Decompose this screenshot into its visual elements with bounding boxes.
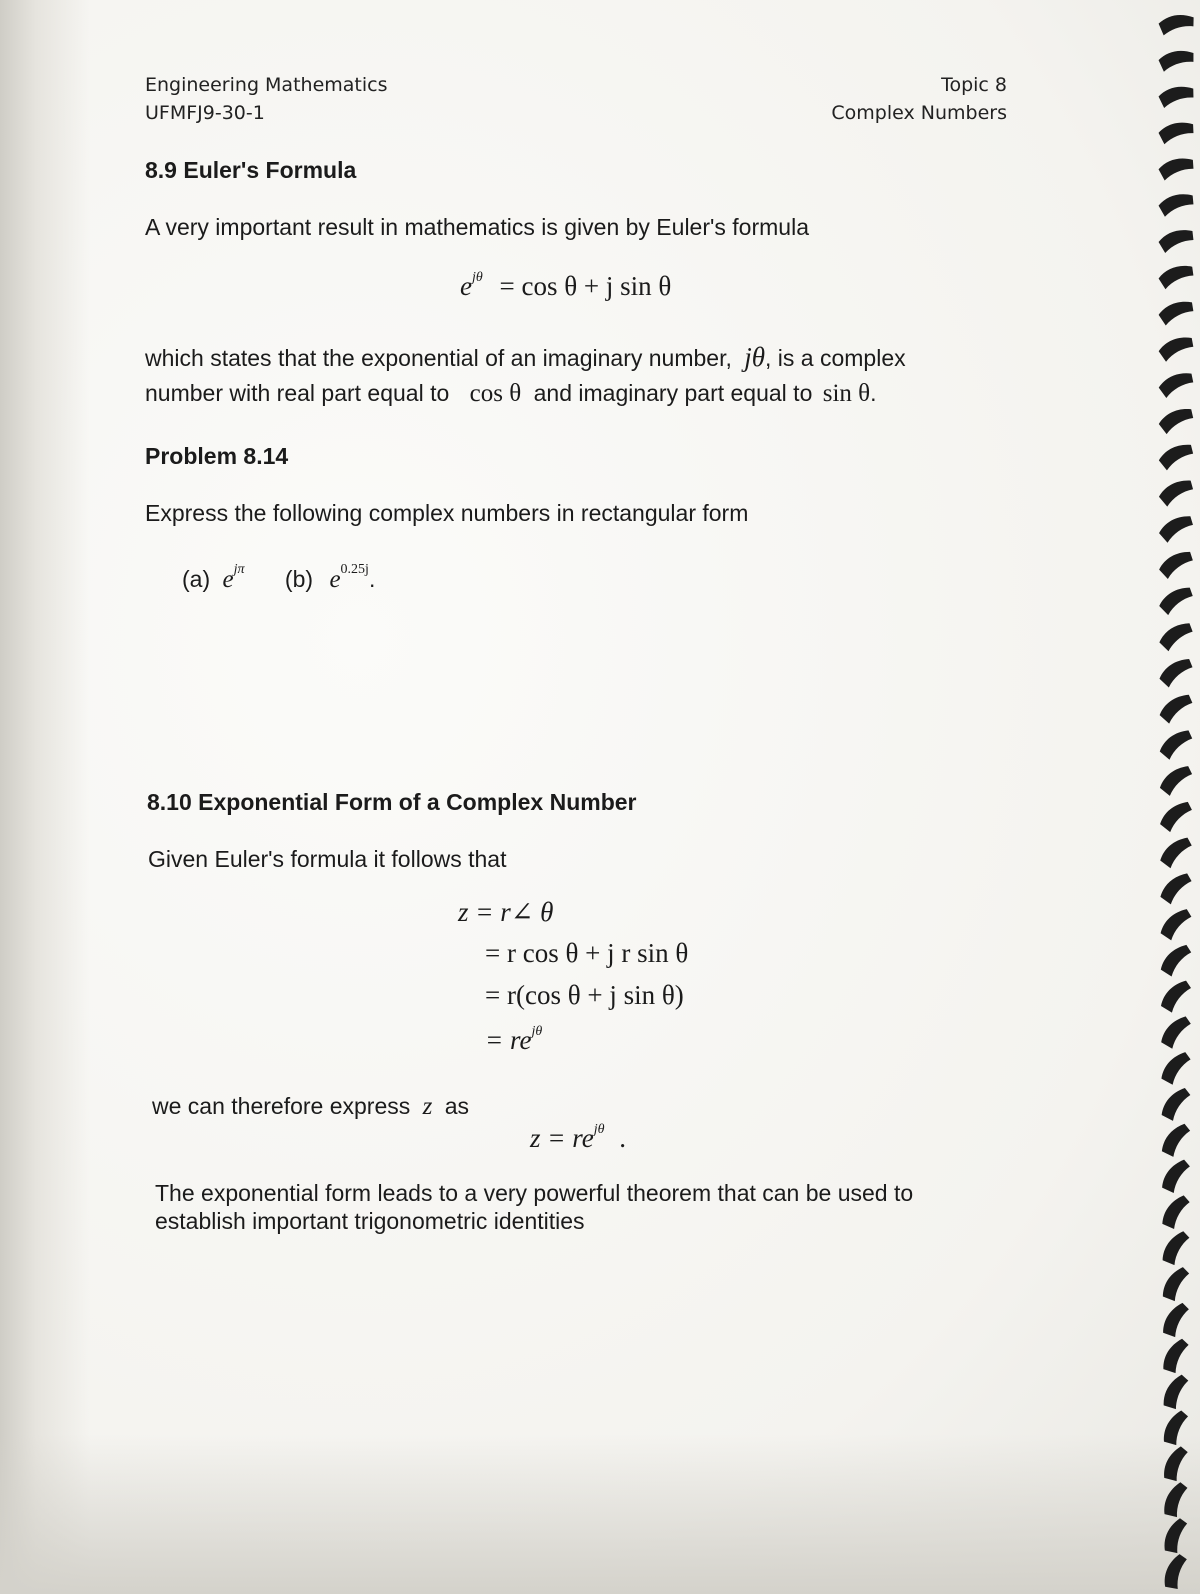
binding-coil (1156, 330, 1195, 368)
binding-coil (1156, 185, 1197, 225)
final-exponential-form (530, 1122, 626, 1154)
binding-coil (1157, 1159, 1195, 1196)
binding-coil (1158, 980, 1193, 1014)
problem-parts (182, 562, 375, 594)
binding-coil (1155, 1516, 1197, 1557)
spiral-binding (1130, 0, 1200, 1594)
derivation-line2 (485, 938, 688, 969)
binding-coil (1159, 693, 1193, 725)
binding-coil (1155, 1552, 1197, 1594)
exponential-intro: Given Euler's formula it follows that (148, 846, 507, 872)
binding-coil (1157, 366, 1196, 403)
part-b-label: (b) (284, 566, 314, 592)
course-name: Engineering Mathematics (145, 74, 388, 96)
topic-title: Complex Numbers (831, 102, 1007, 124)
problem-title: Problem 8.14 (145, 443, 289, 469)
formula-exponent: jθ (471, 270, 483, 285)
desc-text: and imaginary part equal to (533, 380, 813, 406)
desc-text: number with real part equal to (145, 380, 450, 406)
binding-coil (1157, 1087, 1194, 1123)
express-text: we can therefore express (152, 1093, 411, 1119)
formula-base: e (460, 271, 472, 301)
binding-coil (1158, 1052, 1195, 1087)
euler-formula (460, 270, 671, 302)
binding-coil (1156, 294, 1196, 332)
binding-coil (1159, 873, 1193, 905)
derivation-line3 (485, 980, 684, 1011)
binding-coil (1159, 620, 1194, 653)
section-title-exponential: 8.10 Exponential Form of a Complex Number (147, 789, 637, 815)
part-a-exponent: jπ (233, 562, 245, 577)
binding-coil (1155, 40, 1197, 81)
final-end: . (619, 1123, 626, 1153)
euler-description-line1 (145, 342, 906, 373)
binding-coil (1157, 475, 1194, 511)
euler-intro: A very important result in mathematics is given by Euler's formula (145, 214, 809, 240)
part-a-label: (a) (182, 566, 211, 592)
desc-text: , is a complex (765, 345, 906, 371)
binding-coil (1156, 1337, 1196, 1376)
binding-coil (1157, 439, 1195, 475)
express-math: z (422, 1093, 433, 1120)
final-base: z = re (530, 1123, 594, 1153)
binding-coil (1155, 1481, 1197, 1522)
binding-coil (1156, 221, 1196, 260)
binding-coil (1158, 1016, 1194, 1050)
binding-coil (1156, 1373, 1197, 1413)
course-code: UFMFJ9-30-1 (145, 102, 265, 124)
binding-coil (1155, 149, 1196, 189)
express-text: as (444, 1093, 470, 1119)
binding-coil (1155, 1409, 1196, 1449)
problem-text: Express the following complex numbers in rectangular form (145, 500, 749, 526)
eq-line3: = r(cos θ + j sin θ) (485, 980, 684, 1010)
binding-coil (1160, 802, 1192, 832)
binding-coil (1157, 1123, 1195, 1159)
desc-text: which states that the exponential of an imaginary number, (145, 345, 732, 371)
page-shadow-left (0, 0, 90, 1594)
derivation-line4 (485, 1024, 542, 1056)
desc-text: . (870, 380, 877, 406)
eq-line4-exponent: jθ (531, 1024, 543, 1039)
eq-line2: = r cos θ + j r sin θ (485, 938, 689, 968)
formula-rhs: = cos θ + j sin θ (499, 271, 672, 301)
binding-coil (1155, 77, 1197, 118)
binding-coil (1157, 403, 1195, 440)
binding-coil (1155, 1445, 1196, 1485)
binding-coil (1156, 1266, 1196, 1304)
desc-math: cos θ (469, 380, 522, 407)
binding-coil (1158, 584, 1193, 618)
binding-coil (1160, 766, 1192, 796)
binding-coil (1156, 1302, 1196, 1341)
part-a-base: e (222, 566, 234, 593)
section-title-euler: 8.9 Euler's Formula (145, 157, 357, 183)
binding-coil (1156, 1230, 1195, 1268)
binding-coil (1158, 548, 1194, 582)
desc-math: sin θ (822, 380, 871, 407)
desc-math: jθ (744, 342, 766, 372)
closing-line1: The exponential form leads to a very powerful theorem that can be used to (155, 1180, 914, 1206)
page-shadow-bottom (0, 1434, 1200, 1594)
binding-coil (1159, 909, 1193, 941)
binding-coil (1159, 657, 1193, 689)
part-b-base: e (329, 566, 341, 593)
binding-coil (1155, 113, 1196, 153)
final-exponent: jθ (593, 1122, 605, 1137)
binding-coil (1159, 729, 1192, 760)
eq-line4-base: = re (485, 1025, 532, 1055)
binding-coil (1155, 4, 1197, 46)
binding-coil (1157, 1194, 1196, 1231)
part-b-end: . (368, 566, 376, 592)
binding-coil (1159, 837, 1192, 868)
eq-line1: z = r∠ θ (458, 897, 554, 927)
express-z-line (152, 1093, 469, 1121)
binding-coil (1158, 512, 1195, 547)
derivation-line1 (458, 897, 553, 928)
topic-number: Topic 8 (941, 74, 1007, 96)
part-b-exponent: 0.25j (340, 562, 369, 577)
binding-coil (1156, 258, 1196, 297)
binding-coil (1159, 944, 1194, 977)
closing-line2: establish important trigonometric identities (155, 1208, 585, 1234)
euler-description-line2 (145, 380, 877, 408)
